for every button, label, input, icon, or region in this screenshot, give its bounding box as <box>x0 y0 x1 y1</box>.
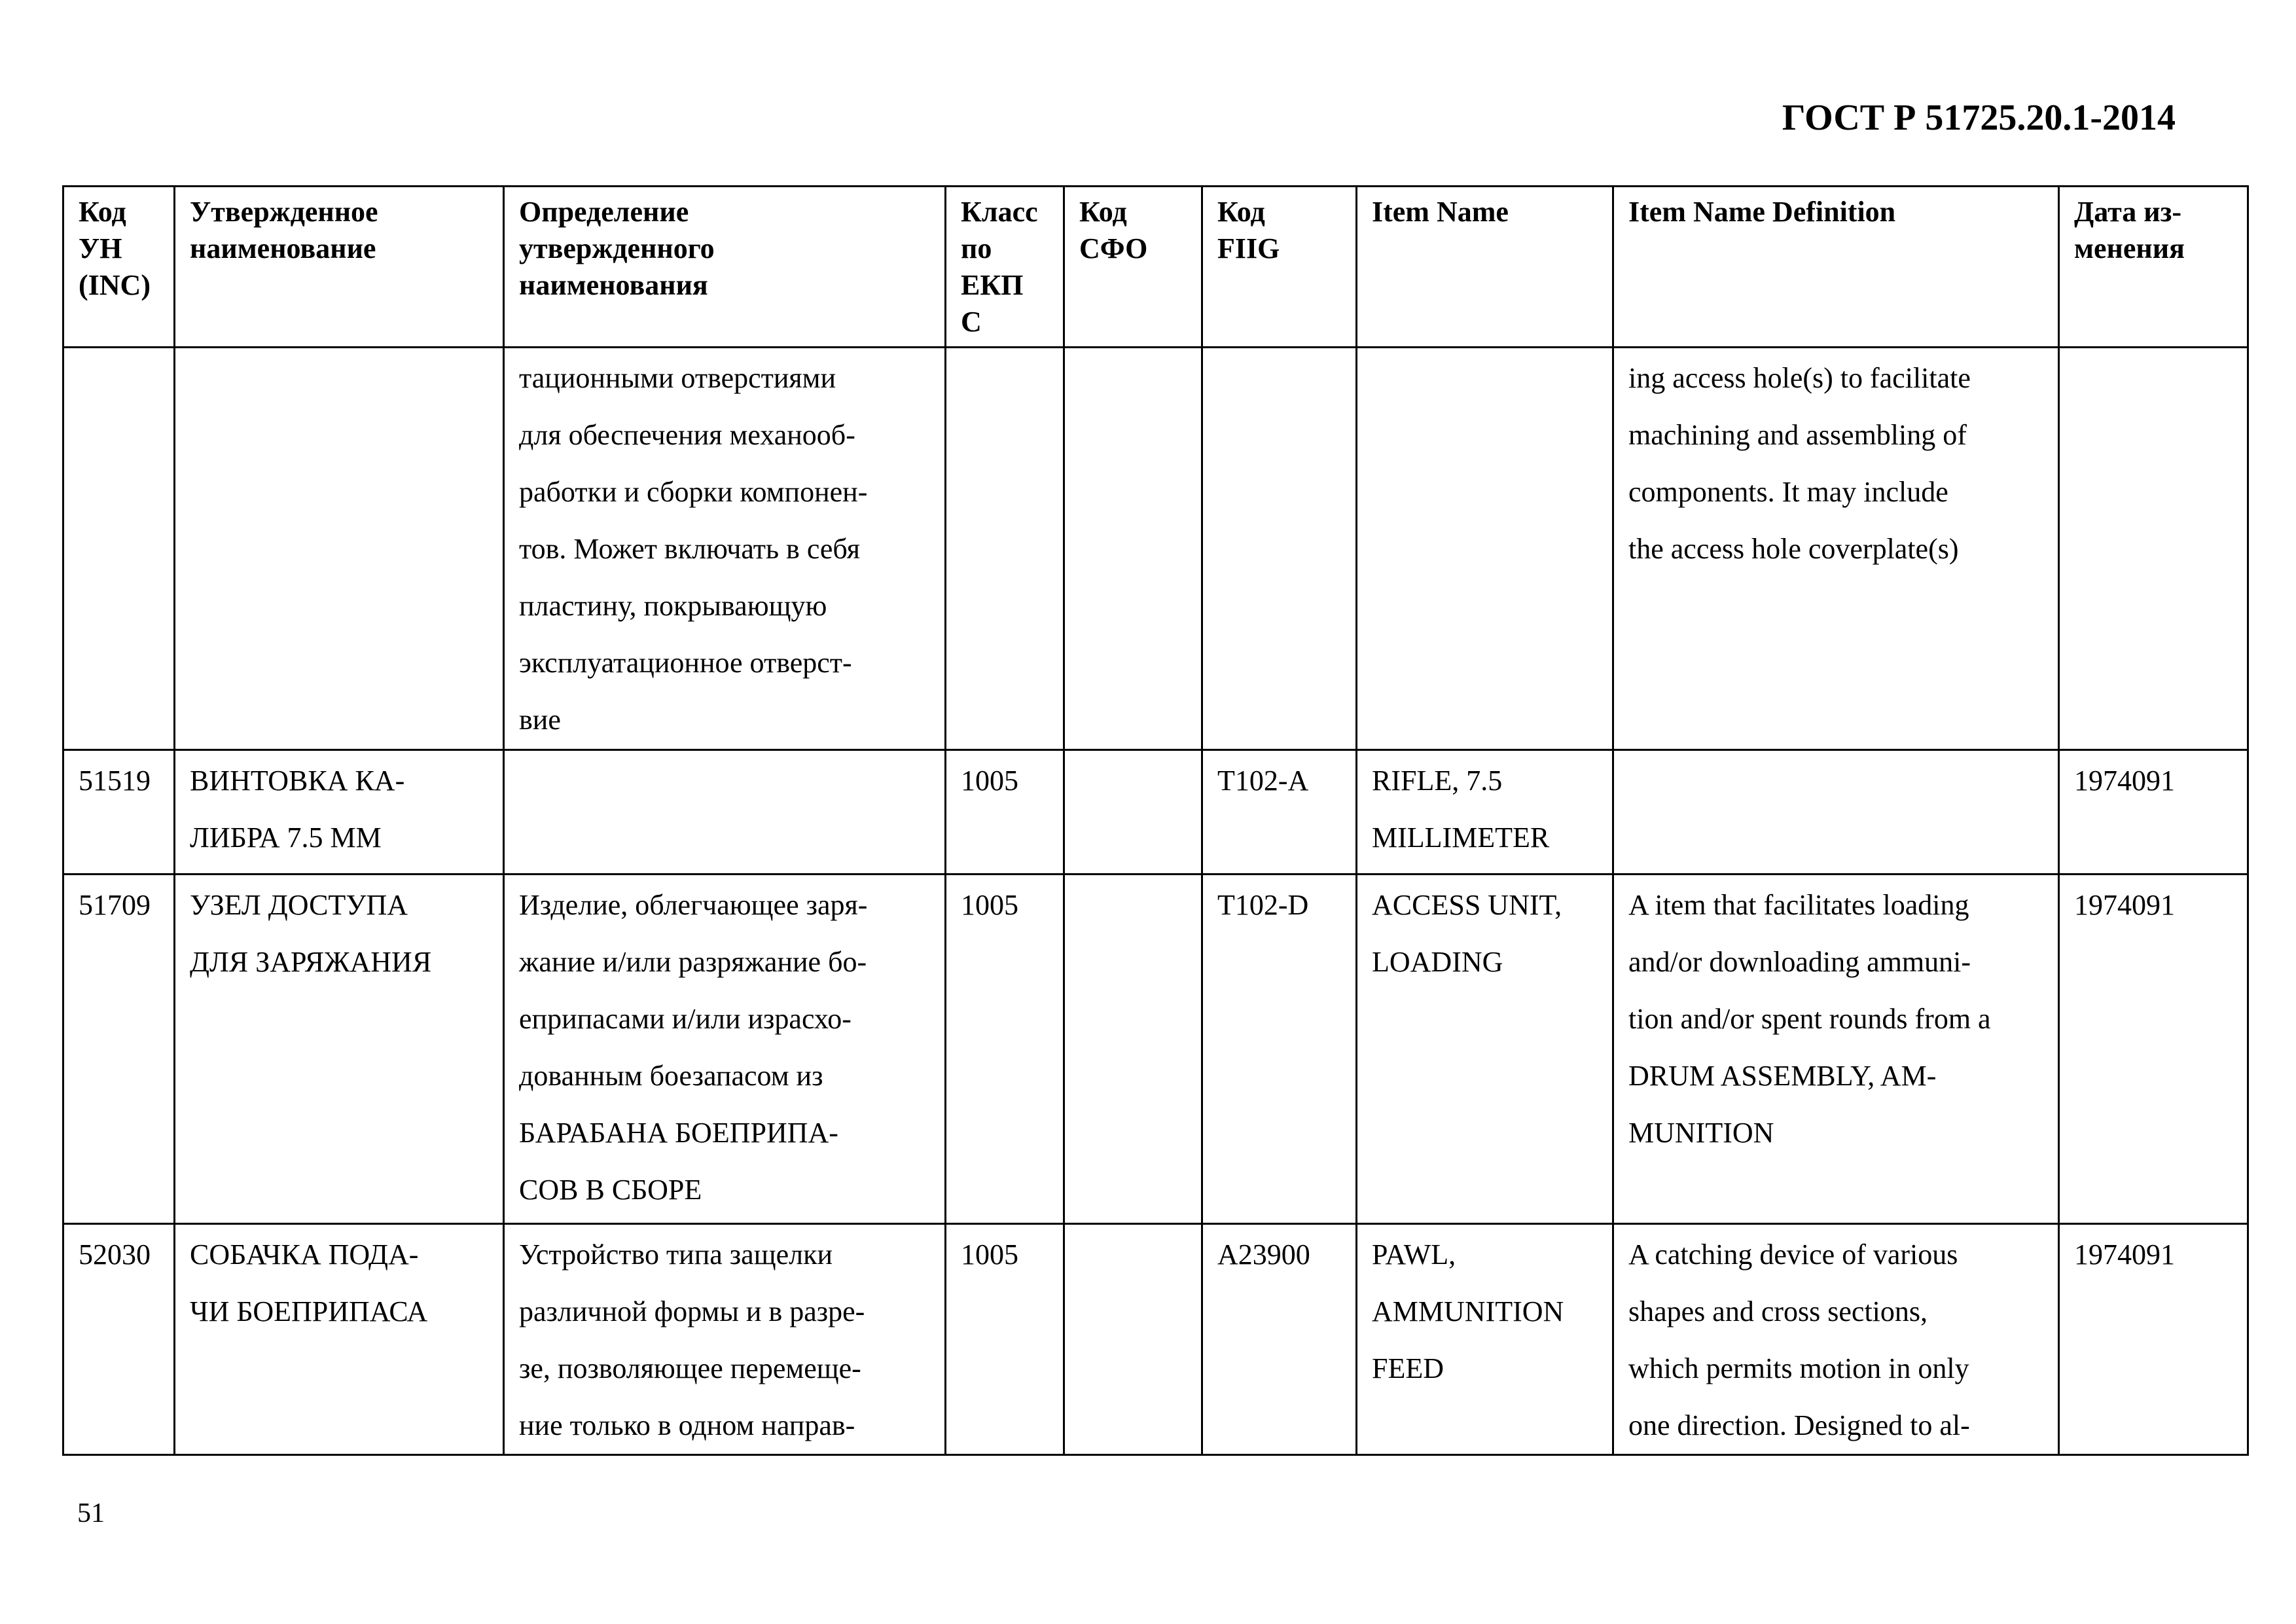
cell-definition <box>504 750 946 875</box>
header-sfo: Код СФО <box>1064 187 1202 348</box>
cell-date <box>2059 348 2248 750</box>
cell-definition: Изделие, облегчающее заря- жание и/или разряжание бо- еприпасами и/или израсхо- дованным боезапасом из БАРАБАНА БОЕПРИПА- СОВ В СБОРЕ <box>504 875 946 1224</box>
cell-inc: 52030 <box>63 1224 175 1455</box>
header-name-definition: Определение утвержденного наименования <box>504 187 946 348</box>
header-inc: Код УН (INC) <box>63 187 175 348</box>
cell-inc: 51519 <box>63 750 175 875</box>
cell-class: 1005 <box>946 750 1064 875</box>
header-fiig: Код FIIG <box>1202 187 1357 348</box>
cell-sfo <box>1064 1224 1202 1455</box>
cell-fiig: T102-D <box>1202 875 1357 1224</box>
cell-definition: Устройство типа защелки различной формы и в разре- зе, позволяющее перемеще- ние только в одном направ- <box>504 1224 946 1455</box>
header-item-name: Item Name <box>1357 187 1613 348</box>
cell-item-definition: A catching device of various shapes and cross sections, which permits motion in only one direction. Designed to al- <box>1613 1224 2059 1455</box>
cell-class <box>946 348 1064 750</box>
header-item-name-definition: Item Name Definition <box>1613 187 2059 348</box>
document-code: ГОСТ Р 51725.20.1-2014 <box>1782 98 2176 138</box>
cell-date: 1974091 <box>2059 1224 2248 1455</box>
cell-name: ВИНТОВКА КА- ЛИБРА 7.5 ММ <box>175 750 504 875</box>
table-row <box>63 1224 2248 1455</box>
cell-fiig: T102-A <box>1202 750 1357 875</box>
cell-inc <box>63 348 175 750</box>
cell-fiig: A23900 <box>1202 1224 1357 1455</box>
cell-sfo <box>1064 348 1202 750</box>
table-row <box>63 750 2248 875</box>
page-number: 51 <box>77 1498 105 1528</box>
cell-item-definition: A item that facilitates loading and/or downloading ammuni- tion and/or spent rounds from a DRUM ASSEMBLY, AM- MUNITION <box>1613 875 2059 1224</box>
cell-fiig <box>1202 348 1357 750</box>
cell-name <box>175 348 504 750</box>
cell-item-name: RIFLE, 7.5 MILLIMETER <box>1357 750 1613 875</box>
cell-item-name <box>1357 348 1613 750</box>
cell-inc: 51709 <box>63 875 175 1224</box>
cell-sfo <box>1064 875 1202 1224</box>
cell-name: СОБАЧКА ПОДА- ЧИ БОЕПРИПАСА <box>175 1224 504 1455</box>
table-row-continuation <box>63 348 2248 750</box>
header-approved-name: Утвержденное наименование <box>175 187 504 348</box>
cell-date: 1974091 <box>2059 875 2248 1224</box>
cell-class: 1005 <box>946 1224 1064 1455</box>
table-row <box>63 875 2248 1224</box>
cell-class: 1005 <box>946 875 1064 1224</box>
header-class: Класс по ЕКП С <box>946 187 1064 348</box>
header-change-date: Дата из- менения <box>2059 187 2248 348</box>
cell-name: УЗЕЛ ДОСТУПА ДЛЯ ЗАРЯЖАНИЯ <box>175 875 504 1224</box>
cell-definition: тационными отверстиями для обеспечения механооб- работки и сборки компонен- тов. Может включать в себя пластину, покрывающую эксплуатационное отверст- вие <box>504 348 946 750</box>
data-table <box>62 185 2249 1456</box>
cell-item-definition <box>1613 750 2059 875</box>
cell-item-name: ACCESS UNIT, LOADING <box>1357 875 1613 1224</box>
cell-sfo <box>1064 750 1202 875</box>
cell-item-definition: ing access hole(s) to facilitate machining and assembling of components. It may include the access hole coverplate(s) <box>1613 348 2059 750</box>
table-header-row <box>63 187 2248 348</box>
cell-date: 1974091 <box>2059 750 2248 875</box>
cell-item-name: PAWL, AMMUNITION FEED <box>1357 1224 1613 1455</box>
